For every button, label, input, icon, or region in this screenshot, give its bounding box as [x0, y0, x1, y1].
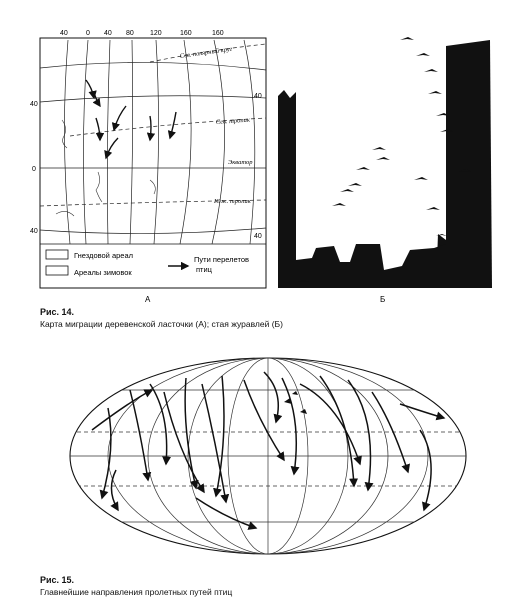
map-top-tick: 120 [150, 30, 162, 37]
figure-14-number: Рис. 14. [40, 307, 75, 317]
legend-routes-1: Пути перелетов [194, 255, 249, 264]
map-top-tick: 0 [86, 30, 90, 37]
equator-label: Экватор [228, 159, 253, 166]
tropic-south-label: Юж. тропик [214, 198, 251, 205]
legend-breeding: Гнездовой ареал [74, 251, 134, 260]
map-top-tick: 80 [126, 30, 134, 37]
map-right-tick: 40 [254, 93, 262, 100]
map-top-tick: 40 [60, 30, 68, 37]
map-right-tick: 40 [254, 233, 262, 240]
legend-wintering: Ареалы зимовок [74, 268, 132, 277]
figure-15-caption: Главнейшие направления пролетных путей птиц [40, 587, 233, 597]
map-top-tick: 160 [212, 30, 224, 37]
map-left-tick: 40 [30, 101, 38, 108]
map-top-tick: 40 [104, 30, 112, 37]
map-left-tick: 0 [32, 166, 36, 173]
arctic-circle-label: Сев. полярный круг [179, 45, 233, 60]
map-top-tick: 160 [180, 30, 192, 37]
figure-15-number: Рис. 15. [40, 575, 75, 585]
figure-14-caption: Карта миграции деревенской ласточки (А); стая журавлей (Б) [40, 319, 283, 329]
tropic-north-label: Сев. тропик [215, 116, 251, 126]
panel-b-label: Б [380, 295, 386, 304]
legend-routes-2: птиц [196, 265, 212, 274]
map-left-tick: 40 [30, 228, 38, 235]
panel-a-label: А [145, 295, 151, 304]
